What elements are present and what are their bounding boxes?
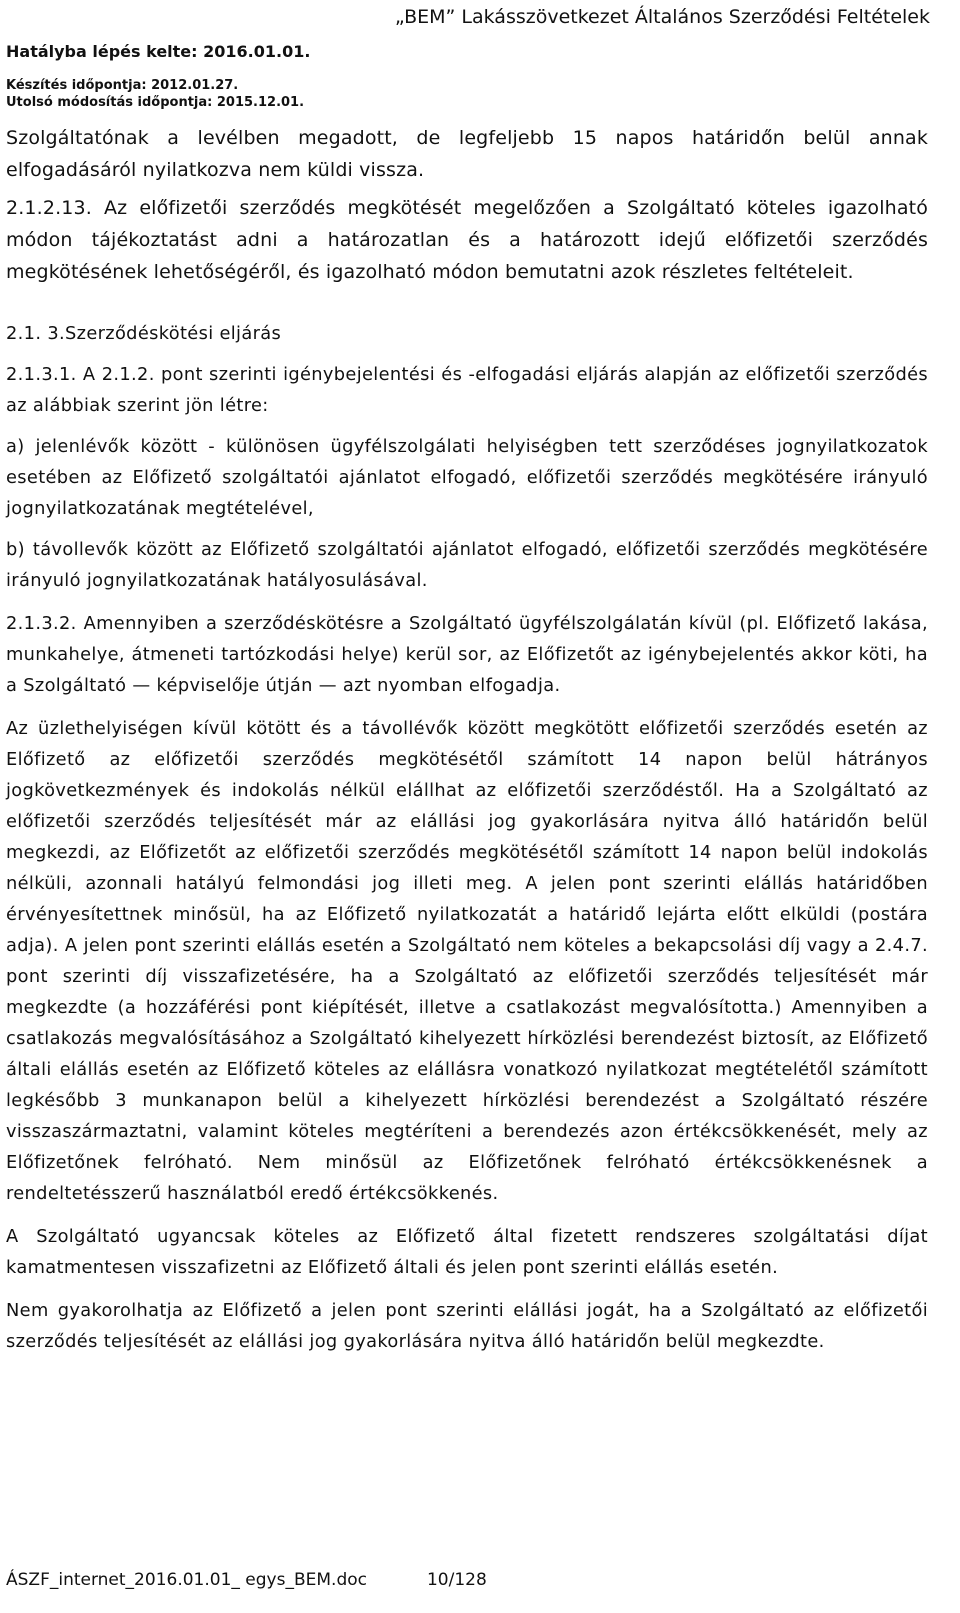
document-title: „BEM” Lakásszövetkezet Általános Szerződési Feltételek bbox=[394, 6, 930, 28]
modified-date: Utolsó módosítás időpontja: 2015.12.01. bbox=[6, 95, 305, 110]
paragraph: Az üzlethelyiségen kívül kötött és a távollévők között megkötött előfizetői szerződés esetén az Előfizető az előfizetői szerződés megkötésétől számított 14 napon belül hátrányos jogkövetkezmények és indokolás nélkül elállhat az előfizetői szerződéstől. Ha a Szolgáltató az előfizetői szerződés teljesítését már az elállási jog gyakorlására nyitva álló határidőn belül megkezdi, az Előfizetőt az előfizetői szerződés megkötésétől számított 14 napon belül indokolás nélküli, azonnali hatályú felmondási jog illeti meg. A jelen pont szerinti elállás határidőben érvényesítettnek minősül, ha az Előfizető nyilatkozatát a határidő lejárta előtt elküldi (postára adja). A jelen pont szerinti elállás esetén a Szolgáltató nem köteles a bekapcsolási díj vagy a 2.4.7. pont szerinti díj visszafizetésére, ha a Szolgáltató az előfizetői szerződés teljesítését már megkezdte (a hozzáférési pont kiépítését, illetve a csatlakozást megvalósította.) Amennyiben a csatlakozás megvalósításához a Szolgáltató kihelyezett hírközlési berendezést biztosít, az Előfizető általi elállás esetén az Előfizető köteles az elállásra vonatkozó nyilatkozat megtételétől számított legkésőbb 3 munkanapon belül a kihelyezett hírközlési berendezést a Szolgáltató részére visszaszármaztatni, valamint köteles megtéríteni a berendezés azon értékcsökkenését, mely az Előfizetőnek felróható. Nem minősül az Előfizetőnek felróható értékcsökkenésnek a rendeltetésszerű használatból eredő értékcsökkenés. bbox=[6, 718, 928, 1204]
footer-filename: ÁSZF_internet_2016.01.01_ egys_BEM.doc bbox=[6, 1570, 367, 1590]
paragraph: 2.1.2.13. Az előfizetői szerződés megkötését megelőzően a Szolgáltató köteles igazolható módon tájékoztatást adni a határozatlan és a határozott idejű előfizetői szerződés megkötésének lehetőségéről, és igazolható módon bemutatni azok részletes feltételeit. bbox=[6, 197, 928, 283]
document-body bbox=[6, 122, 928, 1357]
created-date: Készítés időpontja: 2012.01.27. bbox=[6, 78, 239, 93]
paragraph: 2.1.3.1. A 2.1.2. pont szerinti igénybejelentési és -elfogadási eljárás alapján az előfizetői szerződés az alábbiak szerint jön létre: bbox=[6, 364, 928, 416]
document-meta bbox=[6, 42, 310, 111]
section-heading: 2.1. 3.Szerződéskötési eljárás bbox=[6, 323, 282, 344]
page-number: 10/128 bbox=[426, 1570, 487, 1590]
page-footer bbox=[6, 1570, 487, 1590]
effective-date: Hatályba lépés kelte: 2016.01.01. bbox=[6, 42, 311, 61]
paragraph: Szolgáltatónak a levélben megadott, de legfeljebb 15 napos határidőn belül annak elfogadásáról nyilatkozva nem küldi vissza. bbox=[6, 127, 928, 181]
paragraph: A Szolgáltató ugyancsak köteles az Előfizető által fizetett rendszeres szolgáltatási díjat kamatmentesen visszafizetni az Előfizető általi és jelen pont szerinti elállás esetén. bbox=[6, 1226, 928, 1278]
paragraph: b) távollevők között az Előfizető szolgáltatói ajánlatot elfogadó, előfizetői szerződés megkötésére irányuló jognyilatkozatának hatályosulásával. bbox=[6, 539, 928, 591]
paragraph: 2.1.3.2. Amennyiben a szerződéskötésre a Szolgáltató ügyfélszolgálatán kívül (pl. Előfizető lakása, munkahelye, átmeneti tartózkodási helye) kerül sor, az Előfizetőt az igénybejelentés akkor köti, ha a Szolgáltató — képviselője útján — azt nyomban elfogadja. bbox=[6, 613, 928, 696]
paragraph: a) jelenlévők között - különösen ügyfélszolgálati helyiségben tett szerződéses jognyilatkozatok esetében az Előfizető szolgáltatói ajánlatot elfogadó, előfizetői szerződés megkötésére irányuló jognyilatkozatának megtételével, bbox=[6, 436, 928, 519]
paragraph: Nem gyakorolhatja az Előfizető a jelen pont szerinti elállási jogát, ha a Szolgáltató az előfizetői szerződés teljesítését az elállási jog gyakorlására nyitva álló határidőn belül megkezdte. bbox=[6, 1300, 928, 1352]
